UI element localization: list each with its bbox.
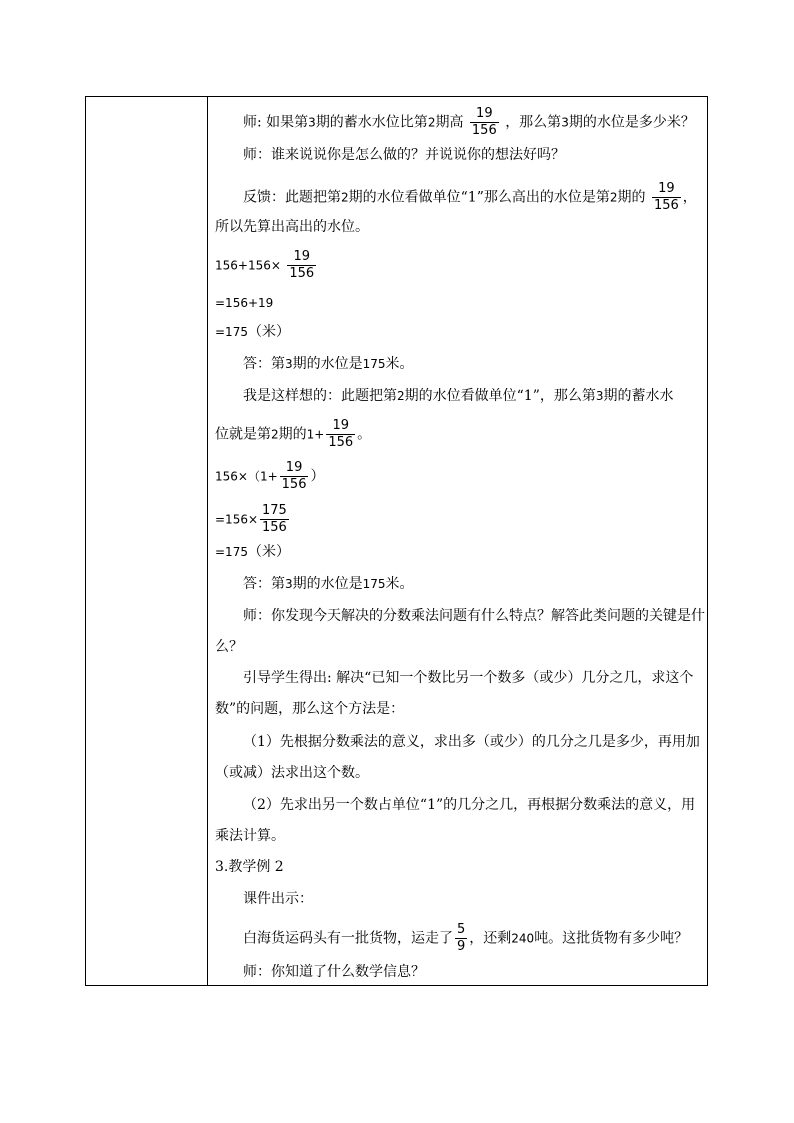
text-line: 所以先算出高出的水位。	[215, 219, 369, 235]
text: 期高	[435, 114, 464, 131]
text-line: 乘法计算。	[215, 828, 285, 844]
text-line: （1）先根据分数乘法的意义，求出多（或少）的几分之几是多少，再用加	[243, 734, 700, 750]
fraction: $\frac{19}{156}$	[328, 418, 354, 450]
fraction: $\frac{19}{156}$	[471, 106, 497, 138]
fraction: $\frac{19}{156}$	[653, 181, 679, 213]
text: ，那么第	[505, 114, 562, 131]
fraction: $\frac{5}{9}$	[457, 922, 466, 954]
lesson-table	[85, 96, 708, 986]
text-line: 课件出示：	[243, 891, 313, 907]
calc-line: =175（米）	[215, 324, 290, 340]
text-line: 白海货运码头有一批货物，运走了 $\frac{5}{9}$ ，还剩240吨。这批货物有多少吨？	[243, 922, 689, 954]
text-line: 我是这样想的：此题把第2期的水位看做单位“1”，那么第3期的蓄水水	[243, 388, 674, 404]
text-line: 引导学生得出: 解决“已知一个数比另一个数多（或少）几分之几，求这个	[243, 670, 694, 686]
text-line: 么？	[215, 639, 243, 655]
text-line: 数”的问题，那么这个方法是：	[215, 701, 405, 717]
calc-line: =175（米）	[215, 544, 290, 560]
fraction: $\frac{19}{156}$	[289, 249, 315, 281]
calc-line: =156+19	[215, 296, 274, 310]
fraction: $\frac{175}{156}$	[262, 503, 287, 535]
text-line: 位就是第2期的1+ $\frac{19}{156}$ 。	[215, 418, 372, 450]
fraction: $\frac{19}{156}$	[281, 460, 307, 492]
text: 师: 如果第	[243, 114, 309, 131]
text-line: （2）先求出另一个数占单位“1”的几分之几，再根据分数乘法的意义，用	[243, 797, 696, 813]
text: 期的蓄水水位比第	[315, 114, 428, 131]
text-line: 师：谁来说说你是怎么做的？并说说你的想法好吗？	[243, 147, 565, 163]
calc-line: 156+156× $\frac{19}{156}$	[215, 249, 315, 281]
number: 3	[561, 115, 569, 130]
text-line: 答：第3期的水位是175米。	[243, 576, 414, 592]
text: 期的水位是多少米？	[568, 114, 695, 131]
number: 2	[427, 115, 436, 130]
text-line: 答：第3期的水位是175米。	[243, 356, 414, 372]
text-line: 师：你发现今天解决的分数乘法问题有什么特点？解答此类问题的关键是什	[243, 608, 705, 624]
calc-line: =156× $\frac{175}{156}$	[215, 503, 287, 535]
text-line	[243, 106, 695, 139]
text-line: 反馈：此题把第2期的水位看做单位“1”那么高出的水位是第2期的 $\frac{19}{156}$ ，	[243, 181, 697, 213]
text-line: 师：你知道了什么数学信息？	[243, 964, 425, 980]
calc-line: 156×（1+ $\frac{19}{156}$ ）	[215, 460, 325, 492]
text-line: （或减）法求出这个数。	[215, 765, 369, 781]
section-heading: 3.教学例 2	[215, 859, 284, 875]
column-divider	[207, 97, 208, 985]
number: 3	[308, 115, 316, 130]
